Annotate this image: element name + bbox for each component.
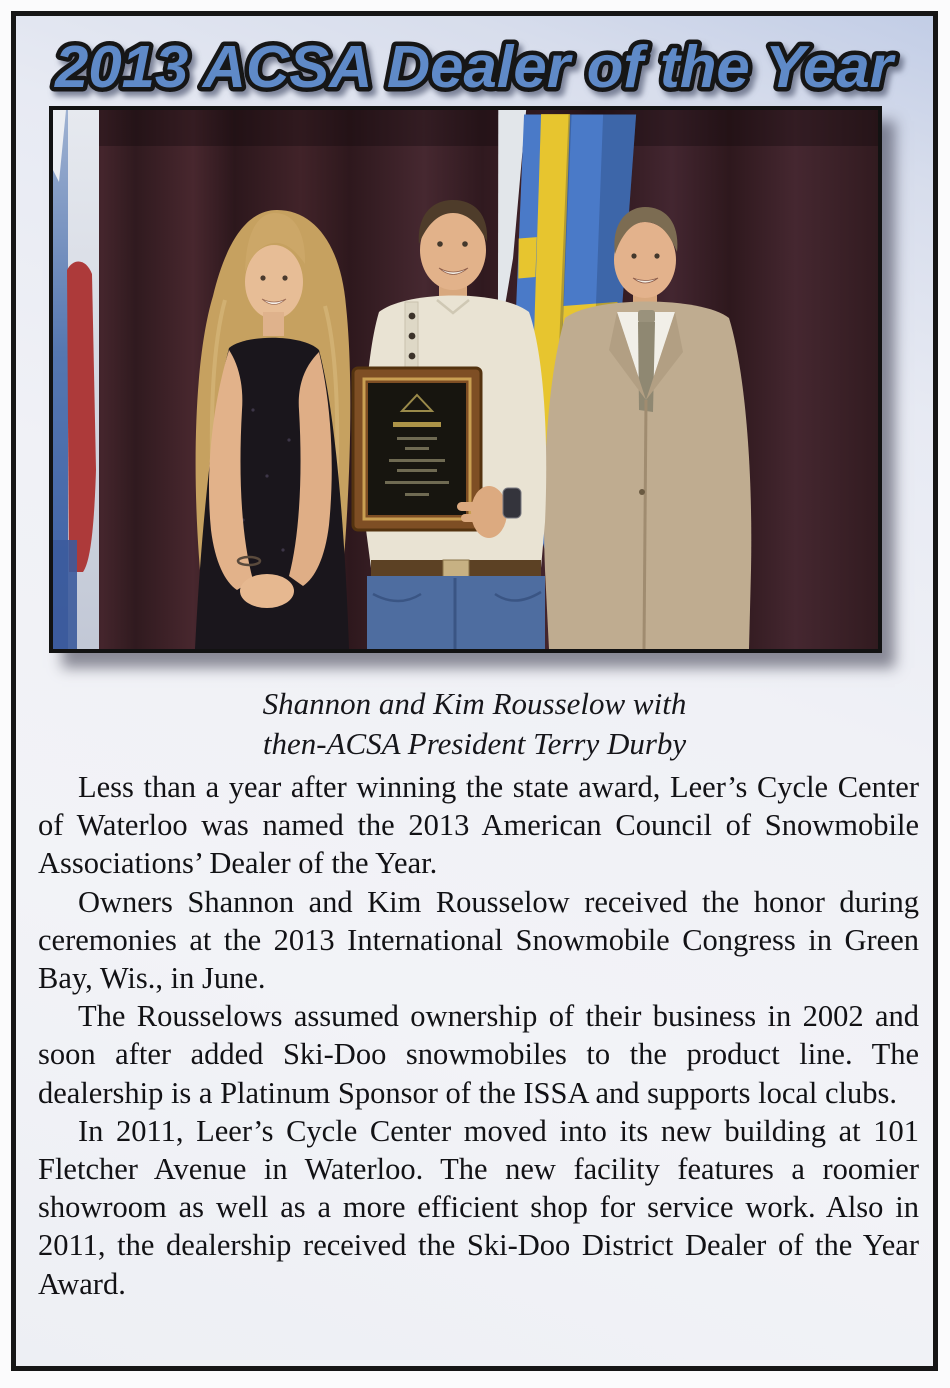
belt-buckle [443, 560, 469, 578]
article-page [11, 11, 938, 1371]
caption-line-1: Shannon and Kim Rousselow with [262, 686, 687, 721]
photo-caption [16, 684, 933, 764]
paragraph-1: Less than a year after winning the state award, Leer’s Cycle Center of Waterloo was named the 2013 American Council of Snowmobile Associations’ Dealer of the Year. [38, 770, 919, 881]
award-photo-scene [53, 110, 878, 649]
page-title-text: 2013 ACSA Dealer of the Year [53, 34, 897, 100]
paragraph-3: The Rousselows assumed ownership of their business in 2002 and soon after added Ski-Doo snowmobiles to the product line. The dealership is a Platinum Sponsor of the ISSA and supports local clubs. [38, 999, 919, 1110]
curtain-top-shade [53, 110, 878, 146]
shannon-face [245, 245, 303, 319]
award-photo [49, 106, 882, 653]
article-body [38, 768, 919, 1303]
page-title [21, 24, 928, 110]
shannon-hands [240, 574, 294, 608]
paragraph-2: Owners Shannon and Kim Rousselow received the honor during ceremonies at the 2013 International Snowmobile Congress in Green Bay, Wis., in June. [38, 884, 919, 996]
wristwatch [503, 488, 521, 518]
left-flag [53, 110, 99, 649]
kim-hand [471, 486, 507, 538]
paragraph-4: In 2011, Leer’s Cycle Center moved into its new building at 101 Fletcher Avenue in Waterloo. The new facility features a roomier showroom as well as a more efficient shop for service work. Also in 2011, the dealership received the Ski-Doo District Dealer of the Year Award. [38, 1113, 919, 1301]
caption-line-2: then-ACSA President Terry Durby [262, 726, 687, 761]
